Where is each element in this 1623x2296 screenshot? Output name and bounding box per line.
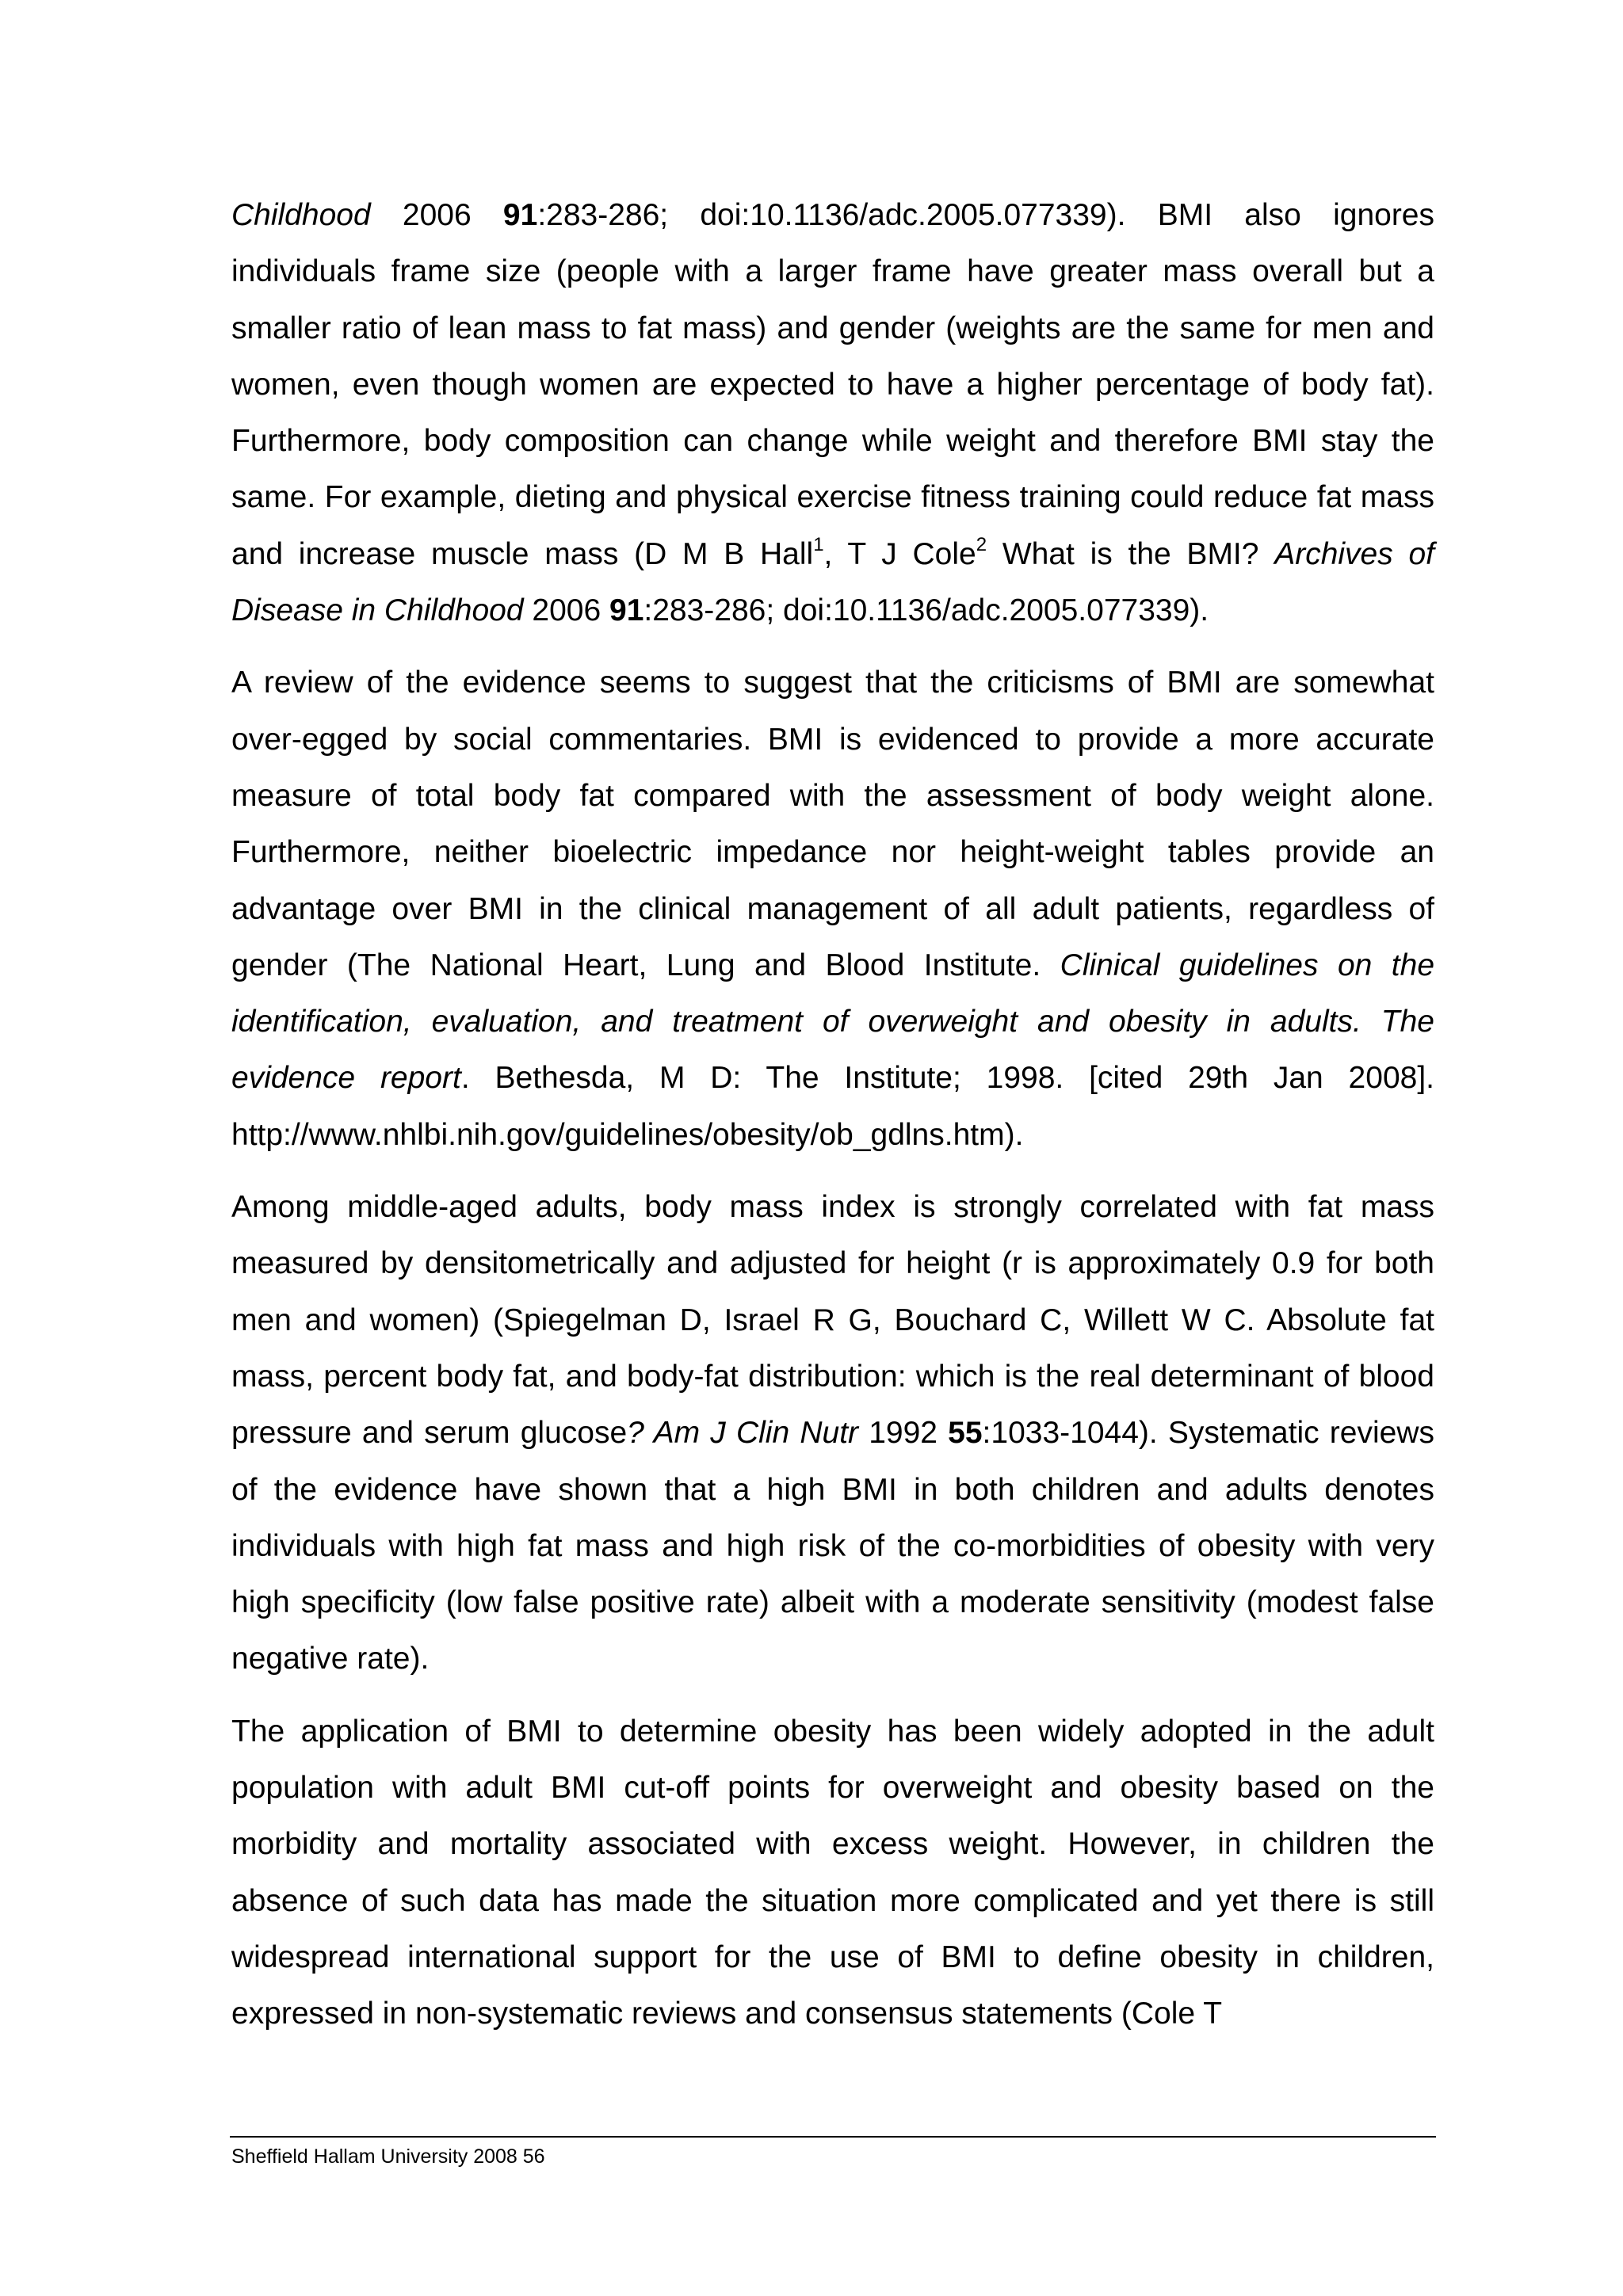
text-run: 1992 (858, 1416, 949, 1451)
citation-journal: Archives of Disease in Childhood (231, 536, 1435, 628)
citation-volume: 55 (948, 1416, 983, 1451)
text-run: . Bethesda, M D: The Institute; 1998. [cited 29th Jan 2008]. http://www.nhlbi.nih.gov/guidelines/obesity/ob_gdlns.htm). (231, 1061, 1434, 1152)
text-run: :1033-1044). Systematic reviews of the evidence have shown that a high BMI in both children and adults denotes individuals with high fat mass and high risk of the co-morbidities of obesity with very high specificity (low false positive rate) albeit with a moderate sensitivity (modest false negative rate). (231, 1416, 1434, 1676)
text-run: Among middle-aged adults, body mass index is strongly correlated with fat mass measured by densitometrically and adjusted for height (r is approximately 0.9 for both men and women) (Spiegelman D, Israel R G, Bouchard C, Willett W C. Absolute fat mass, percent body fat, and body-fat distribution: which is the real determinant of blood pressure and serum glucose (231, 1190, 1434, 1451)
text-run: What is the BMI? (987, 536, 1275, 571)
citation-journal: ? Am J Clin Nutr (627, 1416, 859, 1451)
paragraph-4: The application of BMI to determine obesity has been widely adopted in the adult population with adult BMI cut-off points for overweight and obesity based on the morbidity and mortality associated with excess weight. However, in children the absence of such data has made the situation more complicated and yet there is still widespread international support for the use of BMI to define obesity in children, expressed in non-systematic reviews and consensus statements (Cole T (231, 1714, 1434, 2031)
paragraph-2 (231, 654, 1434, 1163)
text-run: , T J Cole (823, 536, 976, 571)
text-run: A review of the evidence seems to suggest that the criticisms of BMI are somewhat over-egged by social commentaries. BMI is evidenced to provide a more accurate measure of total body fat compared with the assessment of body weight alone. Furthermore, neither bioelectric impedance nor height-weight tables provide an advantage over BMI in the clinical management of all adult patients, regardless of gender (The National Heart, Lung and Blood Institute. (231, 666, 1434, 982)
superscript: 1 (813, 533, 824, 555)
text-run: :283-286; doi:10.1136/adc.2005.077339). (643, 593, 1209, 628)
citation-title: Clinical guidelines on the identification, evaluation, and treatment of overweight and obesity in adults. The evidence report (231, 948, 1435, 1096)
paragraph-3 (231, 1179, 1434, 1688)
footer-divider (230, 2136, 1436, 2138)
text-run: 2006 (523, 593, 609, 628)
paragraph-1 (231, 187, 1434, 639)
text-run: 2006 (370, 198, 503, 232)
body-text (231, 187, 1434, 2042)
citation-volume: 91 (502, 198, 538, 232)
superscript: 2 (976, 533, 987, 555)
citation-volume: 91 (609, 593, 644, 628)
page-footer: Sheffield Hallam University 2008 56 (231, 2145, 545, 2168)
citation-journal: Childhood (231, 198, 371, 232)
text-run: :283-286; doi:10.1136/adc.2005.077339). BMI also ignores individuals frame size (people with a larger frame have greater mass overall but a smaller ratio of lean mass to fat mass) and gender (weights are the same for men and women, even though women are expected to have a higher percentage of body fat). Furthermore, body composition can change while weight and therefore BMI stay the same. For example, dieting and physical exercise fitness training could reduce fat mass and increase muscle mass (D M B Hall (231, 198, 1434, 571)
